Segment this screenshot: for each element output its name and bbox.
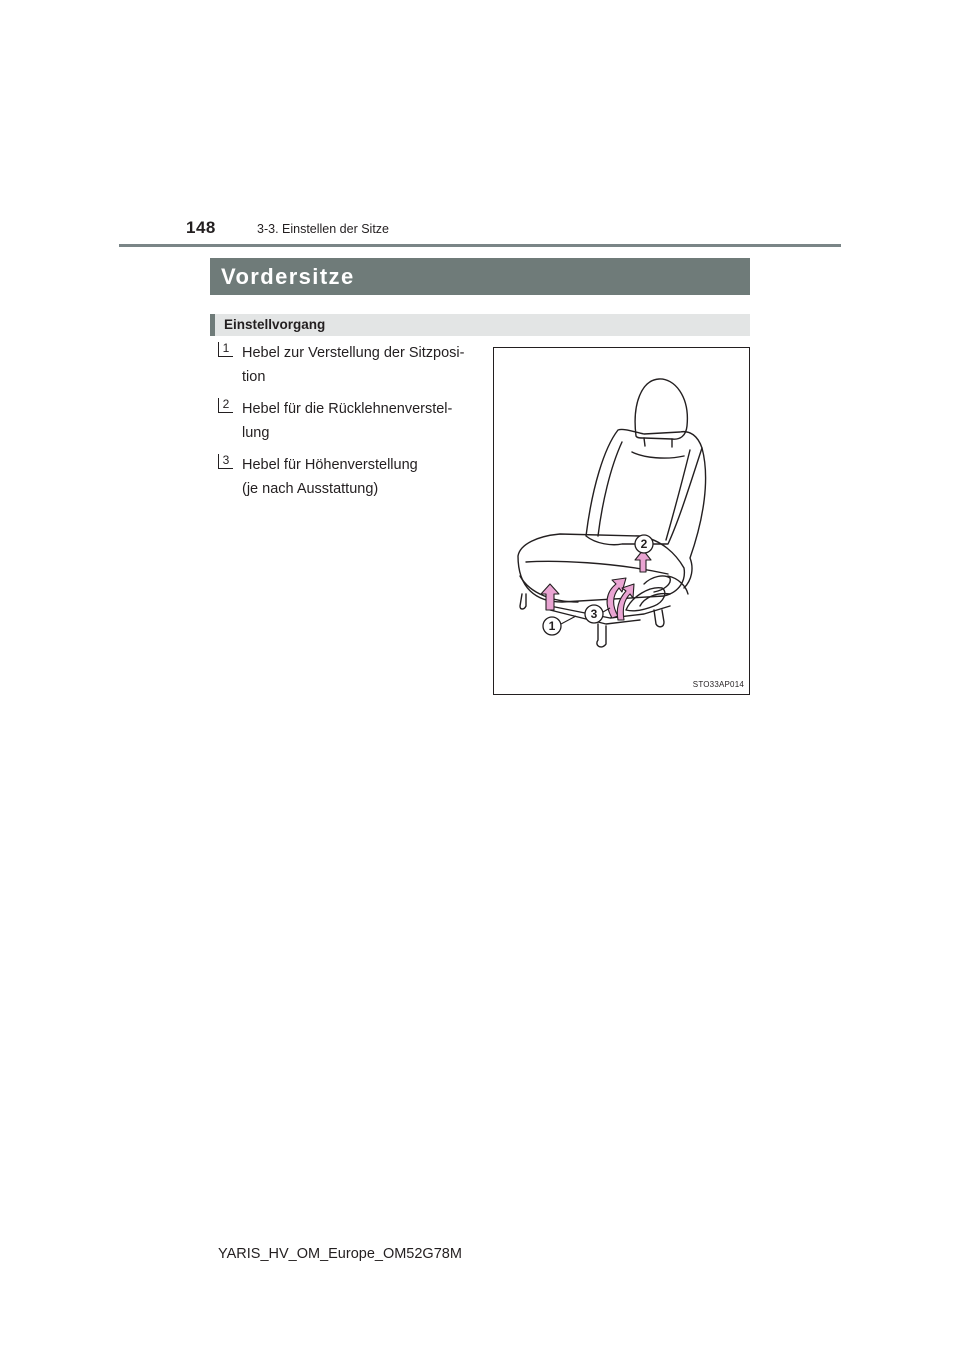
header-divider bbox=[119, 244, 841, 247]
page-title: Vordersitze bbox=[210, 258, 750, 295]
callout-2-label: 2 bbox=[640, 537, 648, 551]
item-number-badge: 3 bbox=[218, 454, 233, 469]
headrest-outline bbox=[635, 379, 687, 439]
callout-3-label: 3 bbox=[590, 607, 598, 621]
item-number-badge: 1 bbox=[218, 342, 233, 357]
cushion-side bbox=[668, 576, 688, 594]
rear-foot bbox=[597, 624, 606, 647]
list-item bbox=[218, 397, 476, 445]
figure-code: STO33AP014 bbox=[692, 680, 744, 689]
list-item bbox=[218, 453, 476, 501]
section-header: 3-3. Einstellen der Sitze bbox=[257, 222, 390, 236]
document-footer: YARIS_HV_OM_Europe_OM52G78M bbox=[218, 1246, 462, 1262]
page-number: 148 bbox=[186, 218, 216, 237]
subsection-title: Einstellvorgang bbox=[210, 314, 750, 336]
seatback-seam-top bbox=[632, 452, 684, 458]
seatback-seam-left bbox=[598, 442, 622, 536]
item-text: Hebel für Höhenverstellung (je nach Ausstattung) bbox=[242, 457, 418, 497]
item-list bbox=[218, 341, 476, 509]
cushion-seam bbox=[526, 561, 668, 574]
front-leg-left bbox=[520, 594, 526, 609]
rear-foot-right bbox=[654, 610, 664, 627]
callout-1-label: 1 bbox=[548, 619, 556, 633]
item-text: Hebel zur Verstellung der Sitzposi- tion bbox=[242, 345, 465, 385]
item-text: Hebel für die Rücklehnenverstel- lung bbox=[242, 401, 453, 441]
seat-drawing bbox=[494, 348, 749, 694]
seat-illustration bbox=[493, 347, 750, 695]
item-number-badge: 2 bbox=[218, 398, 233, 413]
lever-1-arrow bbox=[541, 584, 559, 610]
callout-1-leader bbox=[561, 616, 576, 624]
seatback-outline bbox=[586, 429, 702, 544]
list-item bbox=[218, 341, 476, 389]
